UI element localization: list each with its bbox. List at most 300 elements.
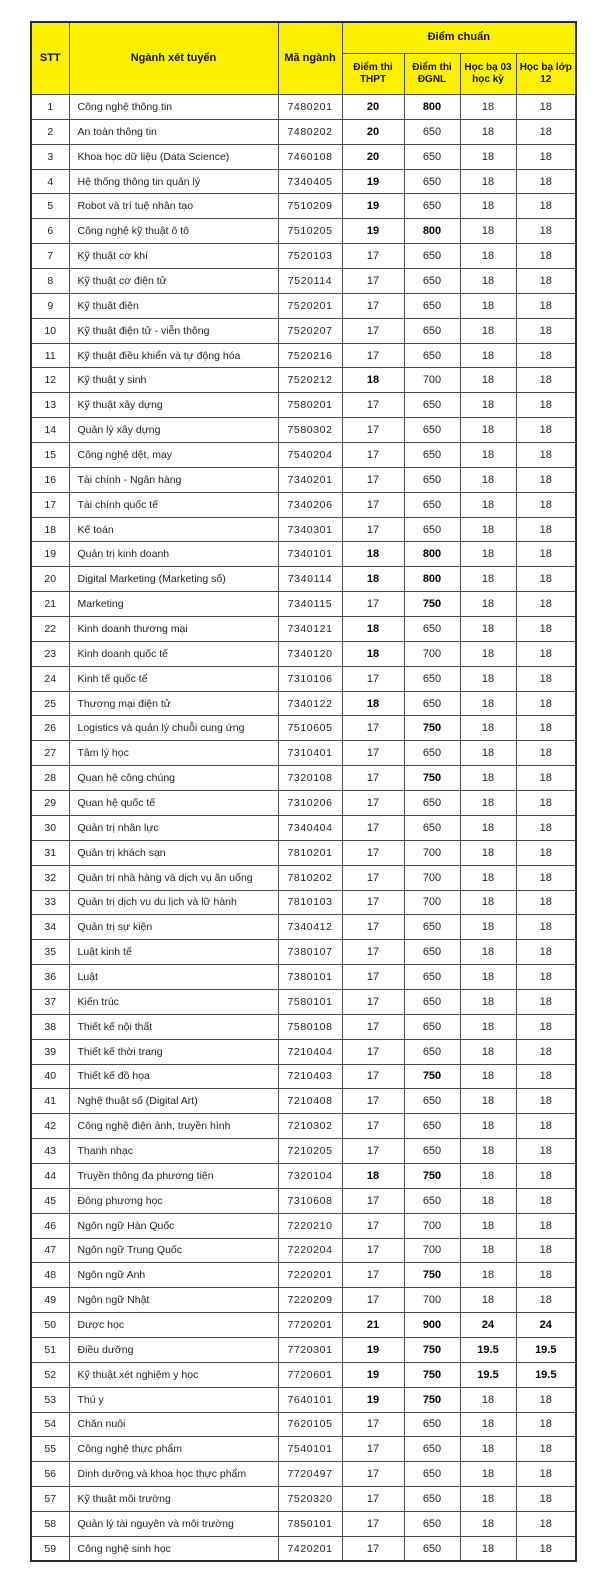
score-thpt-cell: 17 bbox=[342, 940, 404, 965]
score-hb3-cell: 18 bbox=[460, 1039, 516, 1064]
row-number-cell: 13 bbox=[31, 393, 69, 418]
score-hb12-cell: 18 bbox=[516, 368, 576, 393]
major-code-cell: 7720301 bbox=[278, 1337, 342, 1362]
score-dgnl-cell: 650 bbox=[404, 1462, 460, 1487]
row-number-cell: 11 bbox=[31, 343, 69, 368]
row-number-cell: 18 bbox=[31, 517, 69, 542]
major-code-cell: 7520320 bbox=[278, 1487, 342, 1512]
table-row bbox=[31, 1462, 576, 1487]
score-dgnl-cell: 750 bbox=[404, 592, 460, 617]
major-name-cell: Ngôn ngữ Trung Quốc bbox=[69, 1238, 278, 1263]
row-number-cell: 47 bbox=[31, 1238, 69, 1263]
table-row bbox=[31, 1263, 576, 1288]
row-number-cell: 28 bbox=[31, 766, 69, 791]
score-dgnl-cell: 650 bbox=[404, 915, 460, 940]
score-dgnl-cell: 650 bbox=[404, 418, 460, 443]
score-hb12-cell: 18 bbox=[516, 815, 576, 840]
table-row bbox=[31, 368, 576, 393]
row-number-cell: 37 bbox=[31, 989, 69, 1014]
score-hb3-cell: 18 bbox=[460, 641, 516, 666]
major-code-cell: 7580108 bbox=[278, 1014, 342, 1039]
row-number-cell: 30 bbox=[31, 815, 69, 840]
major-name-cell: Công nghệ dệt, may bbox=[69, 443, 278, 468]
score-hb12-cell: 18 bbox=[516, 219, 576, 244]
score-hb3-cell: 18 bbox=[460, 244, 516, 269]
score-dgnl-cell: 650 bbox=[404, 517, 460, 542]
major-name-cell: An toàn thông tin bbox=[69, 119, 278, 144]
score-dgnl-cell: 750 bbox=[404, 1263, 460, 1288]
score-hb3-cell: 24 bbox=[460, 1313, 516, 1338]
row-number-cell: 36 bbox=[31, 965, 69, 990]
major-name-cell: Ngôn ngữ Anh bbox=[69, 1263, 278, 1288]
major-name-cell: Kinh tế quốc tế bbox=[69, 666, 278, 691]
table-row bbox=[31, 144, 576, 169]
major-code-cell: 7640101 bbox=[278, 1387, 342, 1412]
row-number-cell: 21 bbox=[31, 592, 69, 617]
col-header-transcript-grade12: Học bạ lớp 12 bbox=[516, 54, 576, 95]
major-code-cell: 7520201 bbox=[278, 293, 342, 318]
score-thpt-cell: 17 bbox=[342, 1014, 404, 1039]
major-name-cell: Công nghệ sinh học bbox=[69, 1536, 278, 1561]
major-code-cell: 7340405 bbox=[278, 169, 342, 194]
score-hb3-cell: 18 bbox=[460, 989, 516, 1014]
score-thpt-cell: 17 bbox=[342, 666, 404, 691]
score-thpt-cell: 17 bbox=[342, 443, 404, 468]
score-dgnl-cell: 700 bbox=[404, 840, 460, 865]
row-number-cell: 40 bbox=[31, 1064, 69, 1089]
score-dgnl-cell: 650 bbox=[404, 293, 460, 318]
score-hb12-cell: 18 bbox=[516, 1014, 576, 1039]
score-dgnl-cell: 650 bbox=[404, 269, 460, 294]
major-code-cell: 7720497 bbox=[278, 1462, 342, 1487]
score-hb12-cell: 18 bbox=[516, 1139, 576, 1164]
score-hb3-cell: 18 bbox=[460, 1014, 516, 1039]
score-thpt-cell: 18 bbox=[342, 368, 404, 393]
major-code-cell: 7340301 bbox=[278, 517, 342, 542]
major-code-cell: 7510605 bbox=[278, 716, 342, 741]
score-hb3-cell: 18 bbox=[460, 1511, 516, 1536]
row-number-cell: 35 bbox=[31, 940, 69, 965]
score-hb3-cell: 18 bbox=[460, 1487, 516, 1512]
score-hb12-cell: 18 bbox=[516, 119, 576, 144]
row-number-cell: 43 bbox=[31, 1139, 69, 1164]
major-name-cell: Kinh doanh quốc tế bbox=[69, 641, 278, 666]
major-code-cell: 7220204 bbox=[278, 1238, 342, 1263]
col-header-major: Ngành xét tuyển bbox=[69, 22, 278, 95]
score-hb12-cell: 18 bbox=[516, 940, 576, 965]
score-thpt-cell: 19 bbox=[342, 1387, 404, 1412]
row-number-cell: 15 bbox=[31, 443, 69, 468]
col-header-code: Mã ngành bbox=[278, 22, 342, 95]
major-code-cell: 7310106 bbox=[278, 666, 342, 691]
major-name-cell: Logistics và quản lý chuỗi cung ứng bbox=[69, 716, 278, 741]
table-row bbox=[31, 95, 576, 120]
score-hb3-cell: 18 bbox=[460, 119, 516, 144]
major-name-cell: Tài chính - Ngân hàng bbox=[69, 467, 278, 492]
table-row bbox=[31, 1511, 576, 1536]
table-row bbox=[31, 865, 576, 890]
score-thpt-cell: 17 bbox=[342, 592, 404, 617]
score-hb3-cell: 18 bbox=[460, 716, 516, 741]
score-hb3-cell: 18 bbox=[460, 1536, 516, 1561]
score-hb12-cell: 18 bbox=[516, 517, 576, 542]
score-dgnl-cell: 800 bbox=[404, 95, 460, 120]
table-row bbox=[31, 989, 576, 1014]
score-hb12-cell: 18 bbox=[516, 766, 576, 791]
score-hb12-cell: 18 bbox=[516, 1089, 576, 1114]
score-hb12-cell: 18 bbox=[516, 592, 576, 617]
score-hb3-cell: 18 bbox=[460, 840, 516, 865]
score-hb12-cell: 18 bbox=[516, 617, 576, 642]
major-code-cell: 7320104 bbox=[278, 1163, 342, 1188]
row-number-cell: 51 bbox=[31, 1337, 69, 1362]
score-hb3-cell: 18 bbox=[460, 443, 516, 468]
row-number-cell: 49 bbox=[31, 1288, 69, 1313]
score-hb12-cell: 18 bbox=[516, 1387, 576, 1412]
score-thpt-cell: 17 bbox=[342, 865, 404, 890]
score-hb3-cell: 18 bbox=[460, 766, 516, 791]
major-code-cell: 7810201 bbox=[278, 840, 342, 865]
major-code-cell: 7310608 bbox=[278, 1188, 342, 1213]
score-dgnl-cell: 700 bbox=[404, 1288, 460, 1313]
score-thpt-cell: 18 bbox=[342, 567, 404, 592]
score-hb3-cell: 18 bbox=[460, 865, 516, 890]
col-header-dgnl-exam: Điểm thi ĐGNL bbox=[404, 54, 460, 95]
score-hb3-cell: 18 bbox=[460, 492, 516, 517]
score-hb12-cell: 18 bbox=[516, 641, 576, 666]
major-code-cell: 7720601 bbox=[278, 1362, 342, 1387]
row-number-cell: 55 bbox=[31, 1437, 69, 1462]
table-row bbox=[31, 915, 576, 940]
table-row bbox=[31, 467, 576, 492]
score-hb3-cell: 18 bbox=[460, 567, 516, 592]
score-hb12-cell: 18 bbox=[516, 144, 576, 169]
score-hb3-cell: 18 bbox=[460, 1114, 516, 1139]
score-hb3-cell: 18 bbox=[460, 542, 516, 567]
score-hb12-cell: 18 bbox=[516, 741, 576, 766]
table-row bbox=[31, 1362, 576, 1387]
score-dgnl-cell: 650 bbox=[404, 343, 460, 368]
major-code-cell: 7340122 bbox=[278, 691, 342, 716]
row-number-cell: 39 bbox=[31, 1039, 69, 1064]
score-thpt-cell: 17 bbox=[342, 343, 404, 368]
score-hb12-cell: 18 bbox=[516, 1064, 576, 1089]
score-dgnl-cell: 700 bbox=[404, 890, 460, 915]
score-hb3-cell: 18 bbox=[460, 144, 516, 169]
score-hb3-cell: 18 bbox=[460, 940, 516, 965]
score-hb12-cell: 18 bbox=[516, 1288, 576, 1313]
table-row bbox=[31, 617, 576, 642]
table-row bbox=[31, 318, 576, 343]
major-code-cell: 7810202 bbox=[278, 865, 342, 890]
row-number-cell: 44 bbox=[31, 1163, 69, 1188]
score-thpt-cell: 17 bbox=[342, 1064, 404, 1089]
major-code-cell: 7520103 bbox=[278, 244, 342, 269]
score-thpt-cell: 18 bbox=[342, 542, 404, 567]
major-name-cell: Kỹ thuật y sinh bbox=[69, 368, 278, 393]
col-header-stt: STT bbox=[31, 22, 69, 95]
table-row bbox=[31, 592, 576, 617]
score-hb12-cell: 18 bbox=[516, 1412, 576, 1437]
row-number-cell: 4 bbox=[31, 169, 69, 194]
table-row bbox=[31, 1213, 576, 1238]
table-row bbox=[31, 940, 576, 965]
score-hb3-cell: 18 bbox=[460, 393, 516, 418]
score-dgnl-cell: 750 bbox=[404, 1163, 460, 1188]
major-code-cell: 7210403 bbox=[278, 1064, 342, 1089]
table-row bbox=[31, 443, 576, 468]
score-thpt-cell: 17 bbox=[342, 517, 404, 542]
score-hb3-cell: 18 bbox=[460, 815, 516, 840]
score-thpt-cell: 17 bbox=[342, 1114, 404, 1139]
score-hb12-cell: 18 bbox=[516, 269, 576, 294]
row-number-cell: 16 bbox=[31, 467, 69, 492]
major-name-cell: Chăn nuôi bbox=[69, 1412, 278, 1437]
table-row bbox=[31, 492, 576, 517]
score-thpt-cell: 17 bbox=[342, 890, 404, 915]
score-hb12-cell: 18 bbox=[516, 418, 576, 443]
score-hb3-cell: 18 bbox=[460, 1213, 516, 1238]
score-thpt-cell: 17 bbox=[342, 269, 404, 294]
row-number-cell: 38 bbox=[31, 1014, 69, 1039]
score-hb12-cell: 18 bbox=[516, 865, 576, 890]
score-hb3-cell: 18 bbox=[460, 269, 516, 294]
score-hb12-cell: 18 bbox=[516, 443, 576, 468]
table-row bbox=[31, 1188, 576, 1213]
table-row bbox=[31, 716, 576, 741]
score-hb12-cell: 18 bbox=[516, 1188, 576, 1213]
score-hb12-cell: 18 bbox=[516, 244, 576, 269]
major-code-cell: 7340404 bbox=[278, 815, 342, 840]
score-dgnl-cell: 650 bbox=[404, 1437, 460, 1462]
score-thpt-cell: 17 bbox=[342, 1288, 404, 1313]
score-dgnl-cell: 650 bbox=[404, 965, 460, 990]
score-dgnl-cell: 650 bbox=[404, 1039, 460, 1064]
major-code-cell: 7720201 bbox=[278, 1313, 342, 1338]
score-dgnl-cell: 650 bbox=[404, 815, 460, 840]
major-code-cell: 7380101 bbox=[278, 965, 342, 990]
score-thpt-cell: 17 bbox=[342, 840, 404, 865]
major-name-cell: Quản trị dịch vụ du lịch và lữ hành bbox=[69, 890, 278, 915]
major-name-cell: Công nghệ điện ảnh, truyền hình bbox=[69, 1114, 278, 1139]
table-row bbox=[31, 1313, 576, 1338]
score-dgnl-cell: 750 bbox=[404, 1064, 460, 1089]
major-name-cell: Quan hệ quốc tế bbox=[69, 791, 278, 816]
score-dgnl-cell: 650 bbox=[404, 318, 460, 343]
score-thpt-cell: 19 bbox=[342, 169, 404, 194]
table-row bbox=[31, 293, 576, 318]
score-dgnl-cell: 700 bbox=[404, 865, 460, 890]
score-hb3-cell: 18 bbox=[460, 791, 516, 816]
major-code-cell: 7380107 bbox=[278, 940, 342, 965]
score-thpt-cell: 17 bbox=[342, 766, 404, 791]
major-name-cell: Dược học bbox=[69, 1313, 278, 1338]
major-name-cell: Tâm lý học bbox=[69, 741, 278, 766]
score-hb12-cell: 19.5 bbox=[516, 1362, 576, 1387]
score-hb12-cell: 18 bbox=[516, 1437, 576, 1462]
row-number-cell: 3 bbox=[31, 144, 69, 169]
score-hb12-cell: 19.5 bbox=[516, 1337, 576, 1362]
score-thpt-cell: 17 bbox=[342, 1139, 404, 1164]
score-hb3-cell: 18 bbox=[460, 915, 516, 940]
score-dgnl-cell: 650 bbox=[404, 1188, 460, 1213]
row-number-cell: 41 bbox=[31, 1089, 69, 1114]
major-code-cell: 7520212 bbox=[278, 368, 342, 393]
major-code-cell: 7510209 bbox=[278, 194, 342, 219]
row-number-cell: 23 bbox=[31, 641, 69, 666]
major-name-cell: Công nghệ thông tin bbox=[69, 95, 278, 120]
score-thpt-cell: 17 bbox=[342, 1188, 404, 1213]
score-thpt-cell: 17 bbox=[342, 1437, 404, 1462]
row-number-cell: 56 bbox=[31, 1462, 69, 1487]
row-number-cell: 2 bbox=[31, 119, 69, 144]
major-name-cell: Thú y bbox=[69, 1387, 278, 1412]
major-name-cell: Quản trị khách sạn bbox=[69, 840, 278, 865]
score-hb3-cell: 18 bbox=[460, 1089, 516, 1114]
major-name-cell: Tài chính quốc tế bbox=[69, 492, 278, 517]
score-hb12-cell: 18 bbox=[516, 169, 576, 194]
score-hb12-cell: 18 bbox=[516, 1163, 576, 1188]
score-hb12-cell: 18 bbox=[516, 393, 576, 418]
score-thpt-cell: 17 bbox=[342, 492, 404, 517]
score-thpt-cell: 17 bbox=[342, 716, 404, 741]
table-row bbox=[31, 1412, 576, 1437]
col-header-thpt-exam: Điểm thi THPT bbox=[342, 54, 404, 95]
score-hb12-cell: 24 bbox=[516, 1313, 576, 1338]
table-row bbox=[31, 890, 576, 915]
row-number-cell: 7 bbox=[31, 244, 69, 269]
table-row bbox=[31, 343, 576, 368]
score-dgnl-cell: 650 bbox=[404, 989, 460, 1014]
table-row bbox=[31, 1536, 576, 1561]
major-name-cell: Kỹ thuật xét nghiệm y học bbox=[69, 1362, 278, 1387]
table-row bbox=[31, 1387, 576, 1412]
score-hb3-cell: 18 bbox=[460, 666, 516, 691]
major-name-cell: Thiết kế nội thất bbox=[69, 1014, 278, 1039]
score-thpt-cell: 19 bbox=[342, 1362, 404, 1387]
table-row bbox=[31, 965, 576, 990]
row-number-cell: 46 bbox=[31, 1213, 69, 1238]
score-dgnl-cell: 650 bbox=[404, 393, 460, 418]
score-hb12-cell: 18 bbox=[516, 467, 576, 492]
score-dgnl-cell: 800 bbox=[404, 567, 460, 592]
major-code-cell: 7320108 bbox=[278, 766, 342, 791]
score-thpt-cell: 17 bbox=[342, 915, 404, 940]
row-number-cell: 53 bbox=[31, 1387, 69, 1412]
major-name-cell: Truyền thông đa phương tiện bbox=[69, 1163, 278, 1188]
score-hb3-cell: 18 bbox=[460, 418, 516, 443]
score-hb12-cell: 18 bbox=[516, 318, 576, 343]
major-code-cell: 7340201 bbox=[278, 467, 342, 492]
table-row bbox=[31, 791, 576, 816]
score-dgnl-cell: 750 bbox=[404, 1337, 460, 1362]
table-row bbox=[31, 1437, 576, 1462]
major-code-cell: 7340114 bbox=[278, 567, 342, 592]
score-hb3-cell: 18 bbox=[460, 965, 516, 990]
score-hb12-cell: 18 bbox=[516, 1536, 576, 1561]
table-row bbox=[31, 1114, 576, 1139]
score-dgnl-cell: 700 bbox=[404, 641, 460, 666]
score-hb12-cell: 18 bbox=[516, 989, 576, 1014]
score-hb12-cell: 18 bbox=[516, 890, 576, 915]
score-dgnl-cell: 650 bbox=[404, 144, 460, 169]
score-dgnl-cell: 700 bbox=[404, 368, 460, 393]
score-dgnl-cell: 650 bbox=[404, 1487, 460, 1512]
score-hb12-cell: 18 bbox=[516, 915, 576, 940]
score-thpt-cell: 17 bbox=[342, 393, 404, 418]
major-code-cell: 7420201 bbox=[278, 1536, 342, 1561]
major-name-cell: Robot và trí tuệ nhân tạo bbox=[69, 194, 278, 219]
score-thpt-cell: 19 bbox=[342, 219, 404, 244]
score-hb3-cell: 18 bbox=[460, 1188, 516, 1213]
table-row bbox=[31, 815, 576, 840]
score-thpt-cell: 19 bbox=[342, 1337, 404, 1362]
score-hb3-cell: 18 bbox=[460, 741, 516, 766]
score-dgnl-cell: 650 bbox=[404, 666, 460, 691]
major-name-cell: Quản lý tài nguyên và môi trường bbox=[69, 1511, 278, 1536]
major-name-cell: Kỹ thuật điện tử - viễn thông bbox=[69, 318, 278, 343]
score-dgnl-cell: 650 bbox=[404, 1089, 460, 1114]
row-number-cell: 25 bbox=[31, 691, 69, 716]
row-number-cell: 42 bbox=[31, 1114, 69, 1139]
table-row bbox=[31, 1139, 576, 1164]
score-thpt-cell: 17 bbox=[342, 1487, 404, 1512]
major-code-cell: 7580201 bbox=[278, 393, 342, 418]
major-code-cell: 7520216 bbox=[278, 343, 342, 368]
table-row bbox=[31, 393, 576, 418]
score-hb12-cell: 18 bbox=[516, 1213, 576, 1238]
major-code-cell: 7540204 bbox=[278, 443, 342, 468]
row-number-cell: 8 bbox=[31, 269, 69, 294]
table-row bbox=[31, 1238, 576, 1263]
score-hb3-cell: 18 bbox=[460, 293, 516, 318]
major-code-cell: 7220201 bbox=[278, 1263, 342, 1288]
score-thpt-cell: 17 bbox=[342, 293, 404, 318]
major-code-cell: 7520207 bbox=[278, 318, 342, 343]
major-code-cell: 7310401 bbox=[278, 741, 342, 766]
score-thpt-cell: 17 bbox=[342, 791, 404, 816]
score-dgnl-cell: 900 bbox=[404, 1313, 460, 1338]
major-code-cell: 7850101 bbox=[278, 1511, 342, 1536]
row-number-cell: 58 bbox=[31, 1511, 69, 1536]
score-hb3-cell: 18 bbox=[460, 890, 516, 915]
score-thpt-cell: 18 bbox=[342, 691, 404, 716]
row-number-cell: 29 bbox=[31, 791, 69, 816]
score-hb12-cell: 18 bbox=[516, 1039, 576, 1064]
score-hb12-cell: 18 bbox=[516, 1263, 576, 1288]
score-hb12-cell: 18 bbox=[516, 343, 576, 368]
admission-score-table bbox=[30, 21, 577, 1562]
score-hb3-cell: 18 bbox=[460, 691, 516, 716]
score-hb3-cell: 18 bbox=[460, 467, 516, 492]
score-hb3-cell: 18 bbox=[460, 617, 516, 642]
score-dgnl-cell: 650 bbox=[404, 1139, 460, 1164]
score-hb3-cell: 18 bbox=[460, 1387, 516, 1412]
row-number-cell: 1 bbox=[31, 95, 69, 120]
score-hb3-cell: 18 bbox=[460, 517, 516, 542]
score-hb3-cell: 18 bbox=[460, 1288, 516, 1313]
major-code-cell: 7340412 bbox=[278, 915, 342, 940]
score-thpt-cell: 17 bbox=[342, 318, 404, 343]
major-code-cell: 7340120 bbox=[278, 641, 342, 666]
major-name-cell: Kỹ thuật xây dựng bbox=[69, 393, 278, 418]
table-row bbox=[31, 244, 576, 269]
major-code-cell: 7580302 bbox=[278, 418, 342, 443]
row-number-cell: 27 bbox=[31, 741, 69, 766]
row-number-cell: 52 bbox=[31, 1362, 69, 1387]
major-name-cell: Kỹ thuật cơ điện tử bbox=[69, 269, 278, 294]
row-number-cell: 26 bbox=[31, 716, 69, 741]
